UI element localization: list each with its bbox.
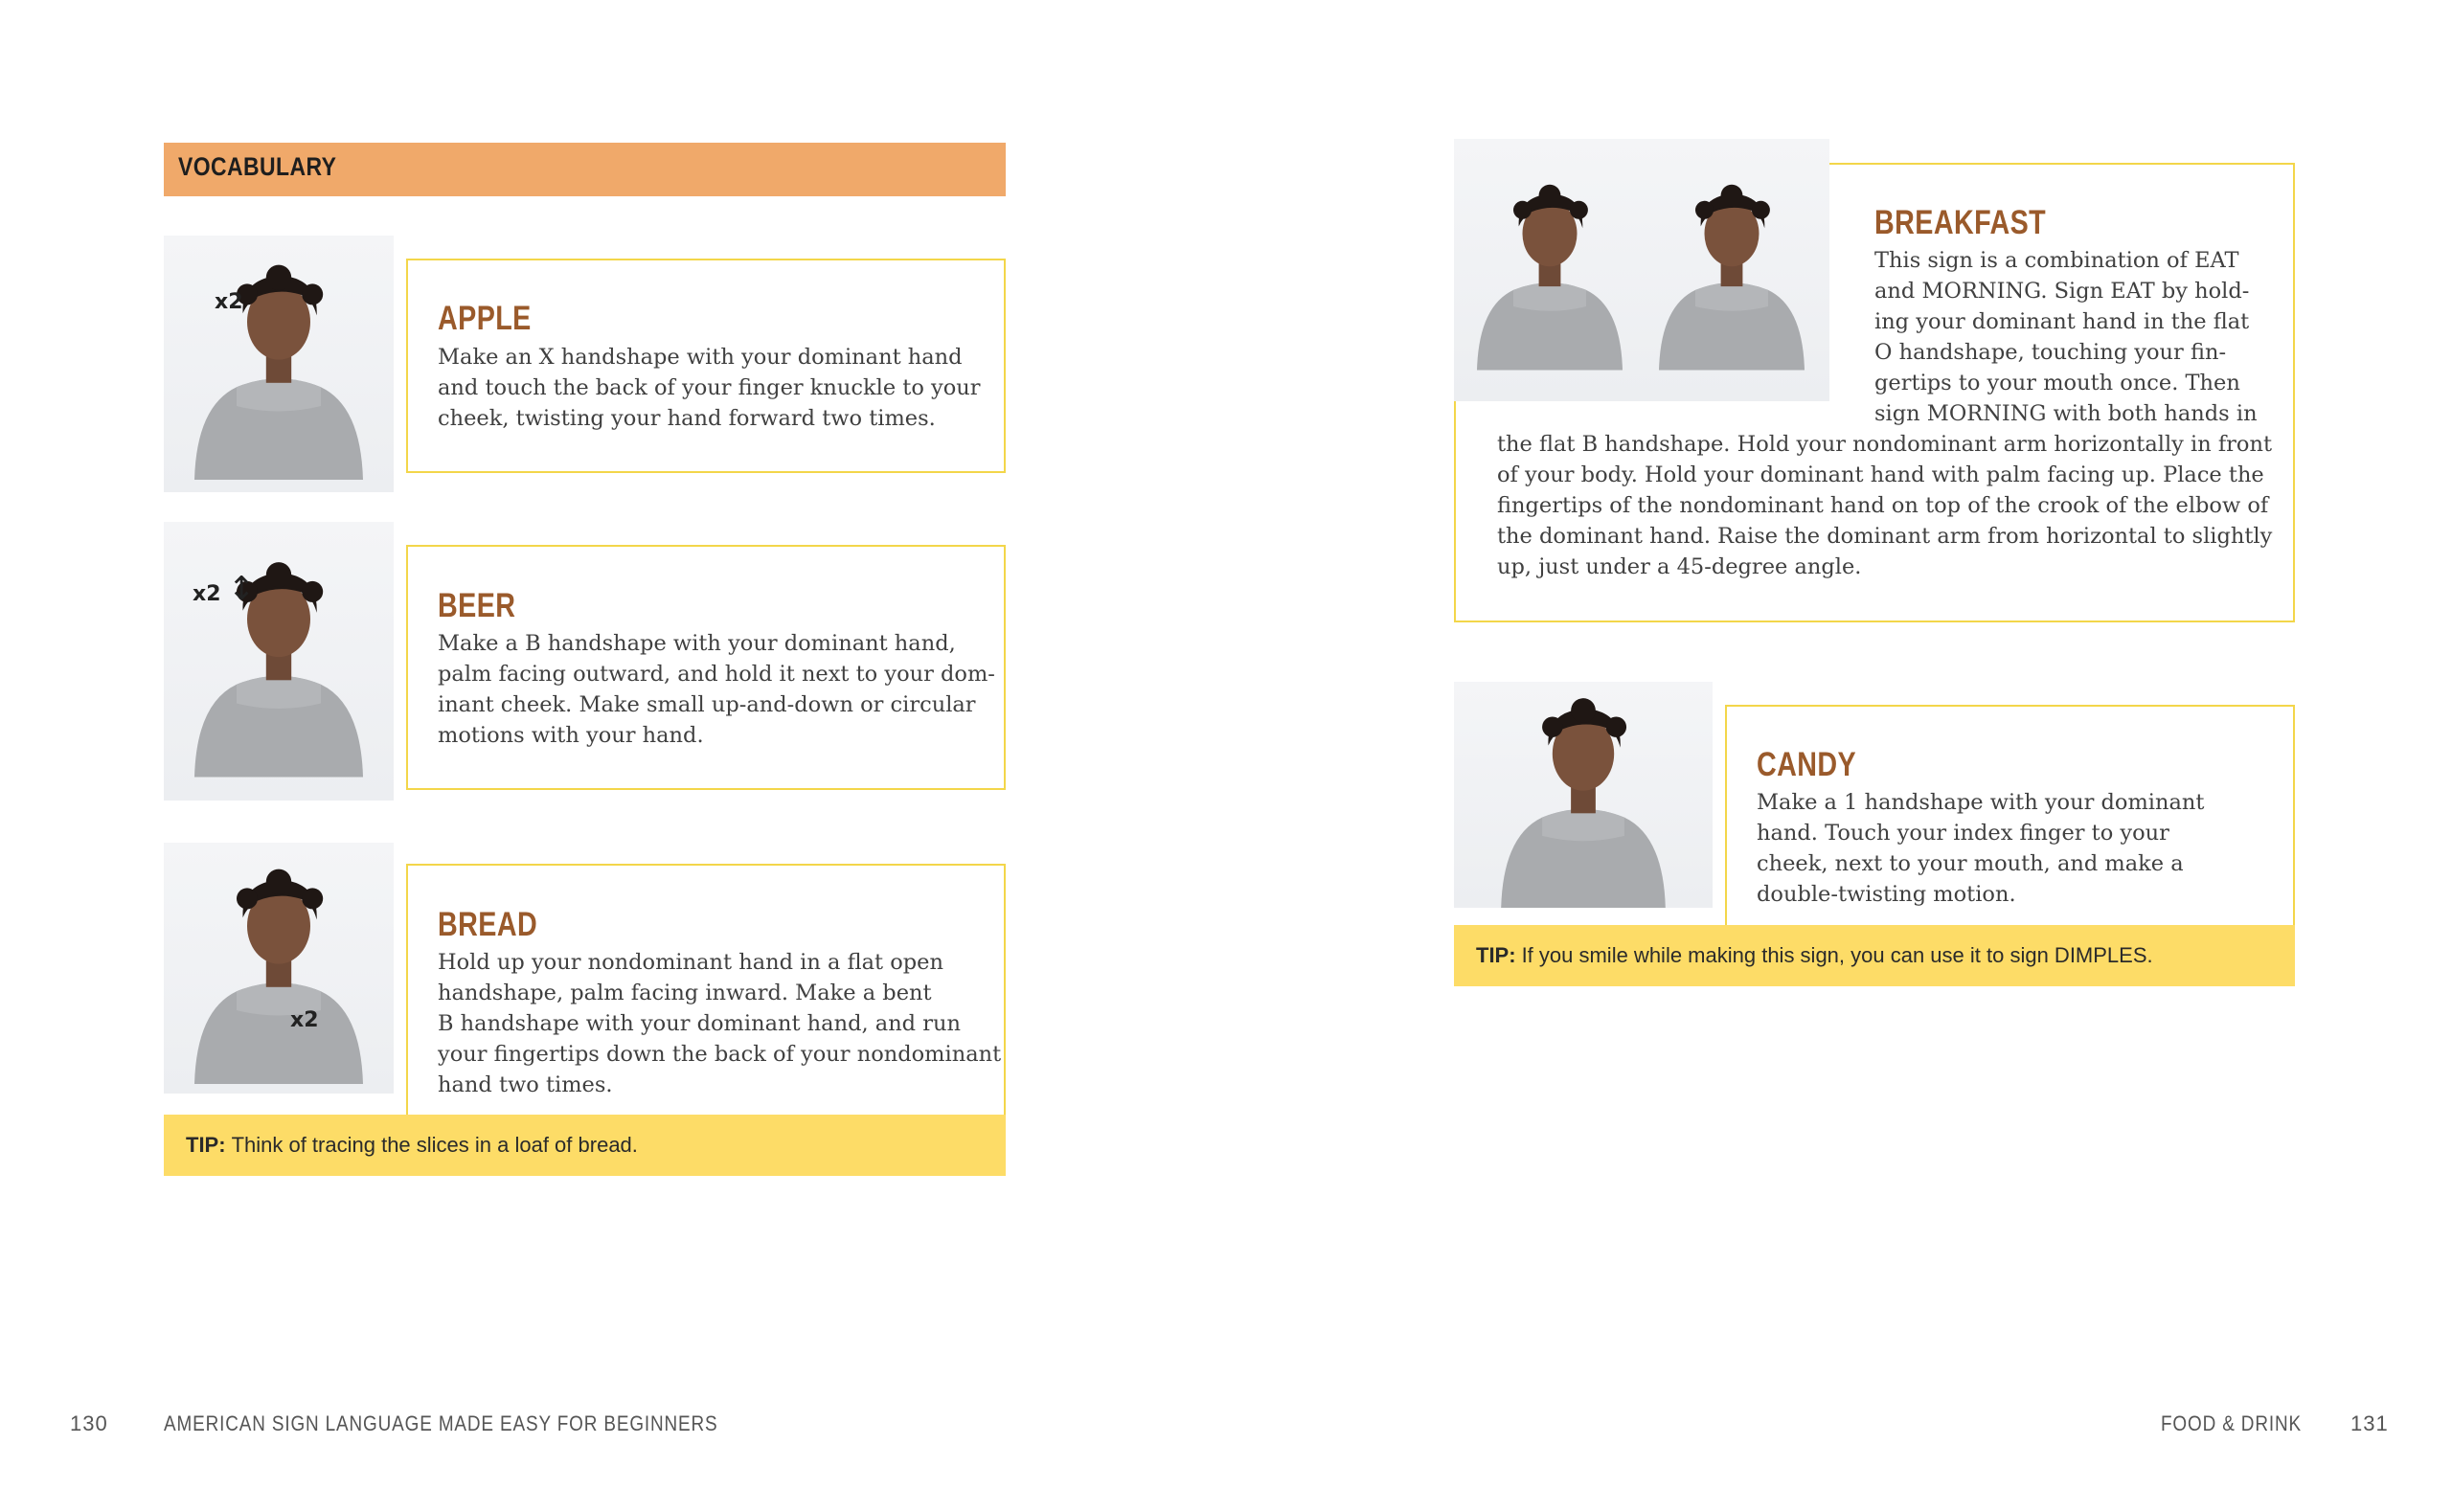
section-header-bar (164, 143, 1006, 196)
repeat-annotation: x2 (215, 290, 243, 314)
person-illustration (1459, 139, 1641, 401)
tip-label: TIP: (186, 1133, 226, 1157)
person-illustration (1478, 682, 1689, 908)
apple-term: APPLE (438, 300, 532, 337)
beer-description: Make a B handshape with your dominant hand, palm facing outward, and hold it next to your dom- inant cheek. Make small up-and-down or circular motions with your hand. (438, 631, 995, 748)
section-title: VOCABULARY (178, 152, 337, 181)
candy-tip (1454, 925, 2295, 986)
chapter-title: FOOD & DRINK (2161, 1411, 2302, 1435)
candy-term: CANDY (1757, 746, 1857, 783)
tip-text: If you smile while making this sign, you can use it to sign DIMPLES. (1521, 943, 2153, 967)
bread-term: BREAD (438, 906, 538, 943)
tip-label: TIP: (1476, 943, 1516, 967)
apple-photo (164, 236, 394, 492)
candy-description: Make a 1 handshape with your dominant hand. Touch your index finger to your cheek, next to your mouth, and make a double-twisting motion. (1757, 790, 2205, 907)
apple-description: Make an X handshape with your dominant hand and touch the back of your finger knuckle to your cheek, twisting your hand forward two times. (438, 345, 981, 431)
candy-photo (1454, 682, 1713, 908)
beer-photo (164, 522, 394, 801)
beer-term: BEER (438, 587, 516, 624)
repeat-annotation: x2 (290, 1008, 319, 1032)
person-illustration (173, 236, 384, 492)
left-page-number: 130 (70, 1411, 108, 1435)
up-down-arrow-icon: ↕ (228, 570, 256, 608)
person-illustration (1641, 139, 1823, 401)
person-illustration (173, 522, 384, 801)
bread-photo (164, 843, 394, 1094)
person-illustration (173, 843, 384, 1094)
bread-description: Hold up your nondominant hand in a flat open handshape, palm facing inward. Make a bent B handshape with your dominant hand, and run your fingertips down the back of your nondominant hand two times. (438, 950, 1002, 1097)
breakfast-photo (1454, 139, 1829, 401)
bread-tip (164, 1115, 1006, 1176)
breakfast-term: BREAKFAST (1874, 204, 2047, 241)
breakfast-description-top: This sign is a combination of EAT and MORNING. Sign EAT by hold- ing your dominant hand in the flat O handshape, touching your fin- gertips to your mouth once. Then sign MORNING with both hands in (1874, 248, 2258, 426)
right-page-number: 131 (2350, 1411, 2389, 1435)
repeat-annotation: x2 (193, 582, 221, 606)
tip-text: Think of tracing the slices in a loaf of bread. (231, 1133, 638, 1157)
breakfast-description-bottom: the flat B handshape. Hold your nondominant arm horizontally in front of your body. Hold your dominant hand with palm facing up. Place the fingertips of the nondominant hand on top of the crook of the elbow of the dominant hand. Raise the dominant arm from horizontal to slightly up, just under a 45-degree angle. (1497, 432, 2273, 579)
book-title: AMERICAN SIGN LANGUAGE MADE EASY FOR BEGINNERS (164, 1411, 718, 1435)
